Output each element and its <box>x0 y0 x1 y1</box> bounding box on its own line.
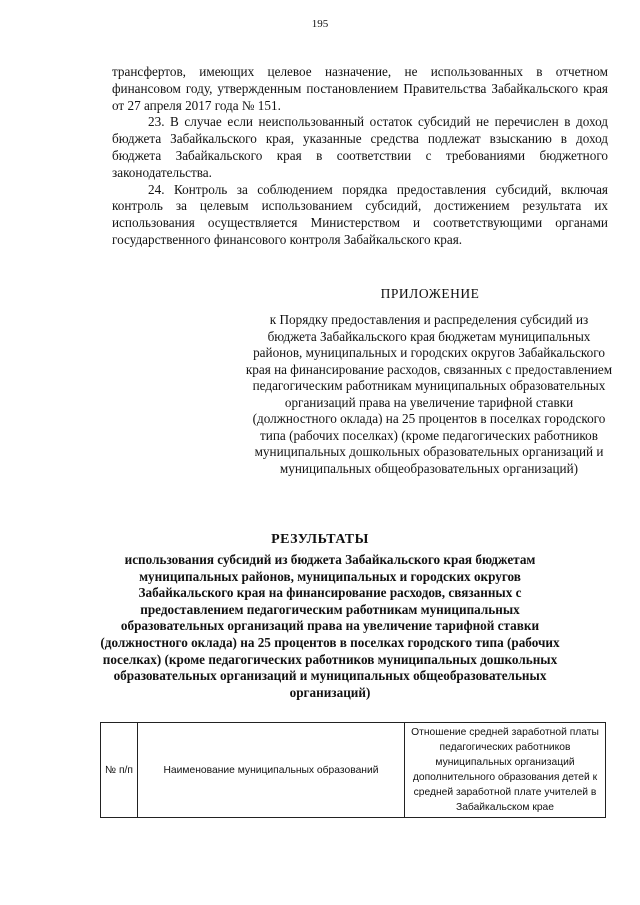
paragraph-continuation: трансфертов, имеющих целевое назначение, не использованных в отчетном финансовом году, утвержденным постановлением Правительства Забайкальского края от 27 апреля 2017 года № 151. <box>112 64 608 113</box>
paragraph-23: 23. В случае если неиспользованный остаток субсидий не перечислен в доход бюджета Забайкальского края, указанные средства подлежат взысканию в доход бюджета Забайкальского края в соответствии с требованиями бюджетного законодательства. <box>112 114 608 180</box>
header-ratio: Отношение средней заработной платы педагогических работников муниципальных организаций дополнительного образования детей к средней заработной плате учителей в Забайкальском крае <box>405 723 606 818</box>
results-title: РЕЗУЛЬТАТЫ <box>271 532 369 547</box>
body-text <box>112 64 608 249</box>
table-header-row <box>101 723 606 818</box>
appendix-note: к Порядку предоставления и распределения субсидий из бюджета Забайкальского края бюджетам муниципальных районов, муниципальных и городских округов Забайкальского края на финансирование расходов, связанных с предоставлением педагогическим работникам муниципальных образовательных организаций права на увеличение тарифной ставки (должностного оклада) на 25 процентов в поселках городского типа (рабочих поселках) (кроме педагогических работников муниципальных дошкольных образовательных организаций и муниципальных общеобразовательных организаций) <box>245 312 613 476</box>
results-table <box>100 722 606 818</box>
header-number: № п/п <box>101 723 138 818</box>
results-subtitle: использования субсидий из бюджета Забайкальского края бюджетам муниципальных районов, муниципальных и городских округов Забайкальского края на финансирование расходов, связанных с предоставлением педагогическим работникам муниципальных образовательных организаций права на увеличение тарифной ставки (должностного оклада) на 25 процентов в поселках городского типа (рабочих поселках) (кроме педагогических работников муниципальных дошкольных образовательных организаций и муниципальных общеобразовательных организаций) <box>100 552 560 700</box>
header-name: Наименование муниципальных образований <box>138 723 405 818</box>
page-number: 195 <box>311 18 329 30</box>
appendix-heading: ПРИЛОЖЕНИЕ <box>380 286 480 301</box>
paragraph-24: 24. Контроль за соблюдением порядка предоставления субсидий, включая контроль за целевым использованием субсидий, достижением результата их использования осуществляется Министерством и соответствующими органами государственного финансового контроля Забайкальского края. <box>112 181 608 247</box>
